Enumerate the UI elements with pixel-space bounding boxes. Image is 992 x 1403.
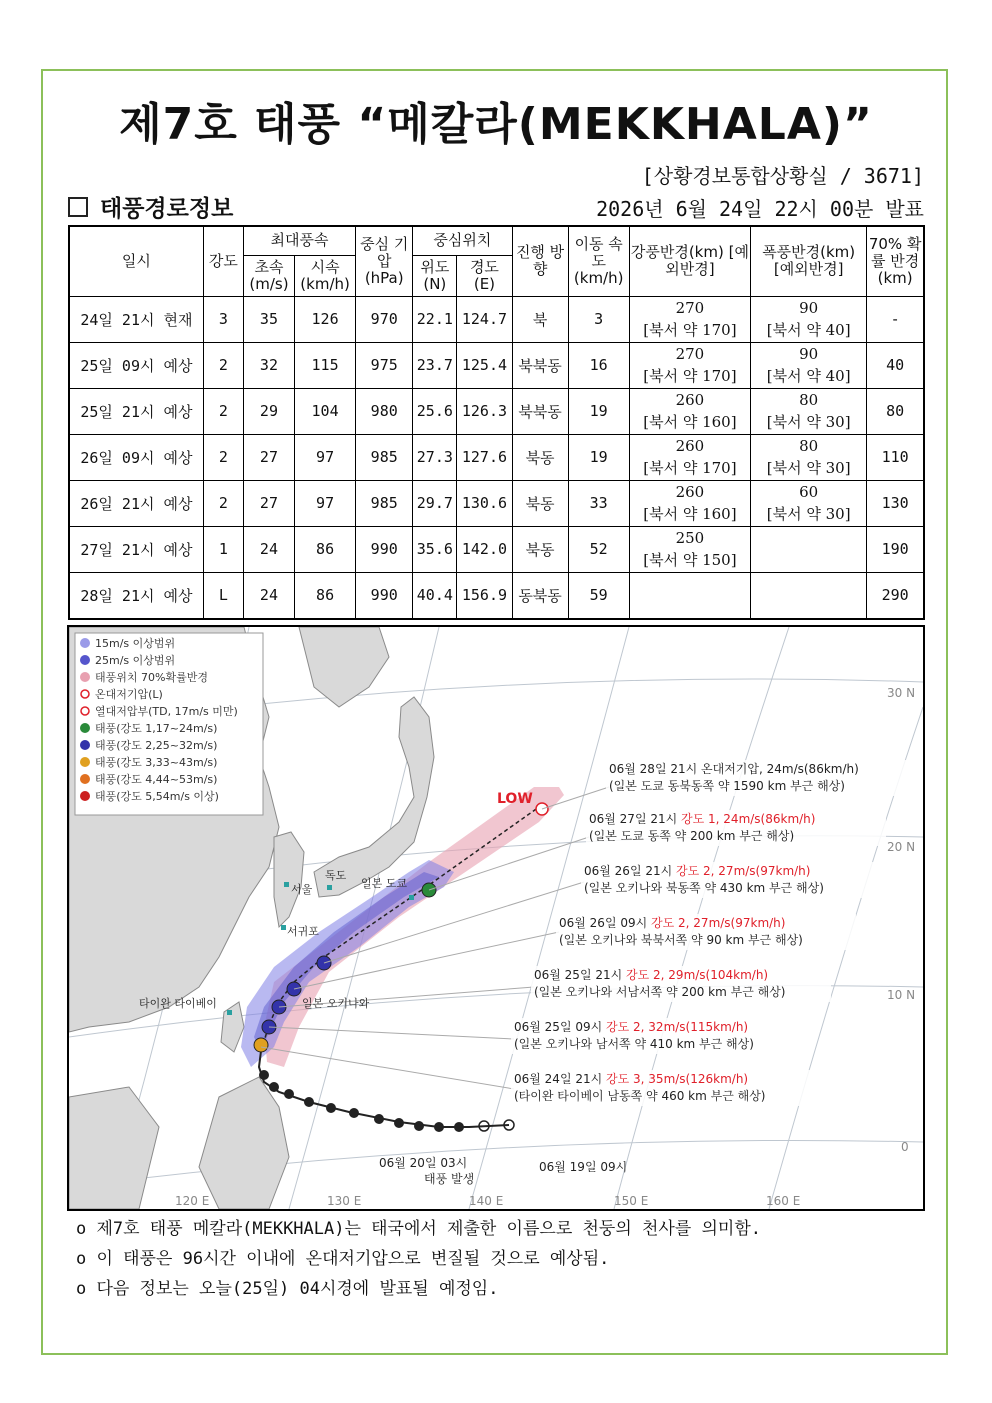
cell-speed: 3 xyxy=(568,296,629,342)
city-marker xyxy=(409,895,414,900)
annotation-intensity: 강도 2, 29m/s(104km/h) xyxy=(626,968,769,982)
lat-label: 20 N xyxy=(887,840,916,854)
cell-intensity: 2 xyxy=(203,434,243,480)
past-point xyxy=(434,1122,444,1132)
cell-storm-radius xyxy=(751,434,867,480)
cell-pressure: 990 xyxy=(356,572,413,619)
th-lon: 경도 (E) xyxy=(457,255,512,296)
cell-time: 26일 21시 예상 xyxy=(69,480,203,526)
place-tokyo: 일본 도쿄 xyxy=(361,877,408,890)
cell-time: 25일 09시 예상 xyxy=(69,342,203,388)
cell-intensity: 2 xyxy=(203,342,243,388)
cell-prob: 110 xyxy=(867,434,924,480)
cell-lat: 27.3 xyxy=(413,434,457,480)
cell-intensity: 3 xyxy=(203,296,243,342)
cell-dir: 북동 xyxy=(512,526,568,572)
table-row xyxy=(69,434,924,480)
radius-value: 90 xyxy=(799,299,819,317)
city-marker xyxy=(281,925,286,930)
annotation-time: 06월 28일 21시 온대저기압, 24m/s(86km/h) xyxy=(609,762,859,776)
legend-intensity5-icon xyxy=(80,791,90,801)
annotation-line1 xyxy=(609,761,859,776)
legend-item: 25m/s 이상범위 xyxy=(95,654,176,667)
legend-swatch-25 xyxy=(80,655,90,665)
radius-value: 260 xyxy=(675,391,705,409)
note-item: o 제7호 태풍 메칼라(MEKKHALA)는 태국에서 제출한 이름으로 천둥의 천사를 의미함. xyxy=(76,1219,761,1239)
formation-date: 06월 20일 03시 xyxy=(379,1156,468,1170)
past-point xyxy=(454,1122,464,1132)
checkbox-icon xyxy=(68,197,88,217)
th-intensity: 강도 xyxy=(203,226,243,296)
cell-speed: 52 xyxy=(568,526,629,572)
annotation-line1 xyxy=(534,967,768,982)
issued-time: 2026년 6월 24일 22시 00분 발표 xyxy=(596,197,924,221)
past-point xyxy=(394,1118,404,1128)
cell-prob: - xyxy=(867,296,924,342)
legend-item: 15m/s 이상범위 xyxy=(95,637,176,650)
city-marker xyxy=(284,882,289,887)
page-title: 제7호 태풍 “메칼라(MEKKHALA)” xyxy=(119,99,873,150)
annotation-line2: (일본 오키나와 남서쪽 약 410 km 부근 해상) xyxy=(514,1037,754,1051)
radius-exception: [북서 약 170] xyxy=(643,459,737,477)
cell-dir: 북북동 xyxy=(512,342,568,388)
past-point xyxy=(284,1089,294,1099)
table-row xyxy=(69,526,924,572)
radius-value: 250 xyxy=(675,529,705,547)
place-okinawa: 일본 오키나와 xyxy=(302,997,370,1010)
start-date: 06월 19일 09시 xyxy=(539,1160,628,1174)
radius-value: 80 xyxy=(799,437,819,455)
cell-intensity: 1 xyxy=(203,526,243,572)
legend-swatch-15 xyxy=(80,638,90,648)
cell-storm-radius xyxy=(751,480,867,526)
map-canvas xyxy=(69,627,923,1209)
cell-gale-radius xyxy=(629,296,750,342)
radius-exception: [북서 약 170] xyxy=(643,367,737,385)
annotation-time: 06월 24일 21시 xyxy=(514,1072,607,1086)
past-point xyxy=(349,1108,359,1118)
cell-lon: 142.0 xyxy=(457,526,512,572)
past-point xyxy=(269,1082,279,1092)
lat-label: 10 N xyxy=(887,988,916,1002)
place-seogwipo: 서귀포 xyxy=(287,925,319,938)
low-label: LOW xyxy=(497,791,533,807)
cell-pressure: 980 xyxy=(356,388,413,434)
cell-storm-radius xyxy=(751,572,867,619)
annotation-line2: (일본 오키나와 북북서쪽 약 90 km 부근 해상) xyxy=(559,933,803,947)
cell-pressure: 970 xyxy=(356,296,413,342)
cell-lon: 125.4 xyxy=(457,342,512,388)
cell-prob: 40 xyxy=(867,342,924,388)
cell-wind_ms: 32 xyxy=(243,342,294,388)
lon-label: 160 E xyxy=(766,1194,801,1208)
office-label: [상황경보통합상황실 / 3671] xyxy=(641,164,924,188)
annotation-line2: (일본 도쿄 동쪽 약 200 km 부근 해상) xyxy=(589,829,795,843)
cell-wind_kmh: 86 xyxy=(295,572,356,619)
radius-exception: [북서 약 150] xyxy=(643,551,737,569)
cell-wind_kmh: 126 xyxy=(295,296,356,342)
annotation-intensity: 강도 3, 35m/s(126km/h) xyxy=(606,1072,749,1086)
cell-speed: 16 xyxy=(568,342,629,388)
cell-dir: 북동 xyxy=(512,434,568,480)
th-wind-kmh: 시속 (km/h) xyxy=(295,255,356,296)
th-wind-ms: 초속 (m/s) xyxy=(243,255,294,296)
cell-prob: 130 xyxy=(867,480,924,526)
cell-storm-radius xyxy=(751,526,867,572)
past-point xyxy=(374,1114,384,1124)
annotation-intensity: 강도 2, 32m/s(115km/h) xyxy=(606,1020,749,1034)
cell-intensity: 2 xyxy=(203,480,243,526)
cell-dir: 북 xyxy=(512,296,568,342)
cell-dir: 북동 xyxy=(512,480,568,526)
cell-wind_kmh: 86 xyxy=(295,526,356,572)
annotation-line2: (일본 오키나와 서남서쪽 약 200 km 부근 해상) xyxy=(534,985,786,999)
legend-intensity1-icon xyxy=(80,723,90,733)
cell-wind_ms: 35 xyxy=(243,296,294,342)
th-time: 일시 xyxy=(69,226,203,296)
place-seoul: 서울 xyxy=(291,883,313,896)
legend-item: 태풍(강도 5,54m/s 이상) xyxy=(95,790,219,803)
legend-item: 태풍위치 70%확률반경 xyxy=(95,671,208,684)
track-table-body xyxy=(69,296,924,619)
cell-speed: 59 xyxy=(568,572,629,619)
cell-pressure: 975 xyxy=(356,342,413,388)
typhoon-track-map xyxy=(67,625,925,1211)
cell-storm-radius xyxy=(751,296,867,342)
cell-prob: 80 xyxy=(867,388,924,434)
note-item: o 다음 정보는 오늘(25일) 04시경에 발표될 예정임. xyxy=(76,1279,499,1299)
legend-intensity3-icon xyxy=(80,757,90,767)
legend-item: 열대저압부(TD, 17m/s 미만) xyxy=(95,705,238,718)
cell-lon: 124.7 xyxy=(457,296,512,342)
table-row xyxy=(69,572,924,619)
cell-lat: 25.6 xyxy=(413,388,457,434)
radius-value: 270 xyxy=(675,299,705,317)
cell-intensity: L xyxy=(203,572,243,619)
legend-intensity2-icon xyxy=(80,740,90,750)
table-row xyxy=(69,342,924,388)
lon-label: 120 E xyxy=(175,1194,210,1208)
annotation-time: 06월 27일 21시 xyxy=(589,812,682,826)
table-row xyxy=(69,296,924,342)
radius-value: 90 xyxy=(799,345,819,363)
legend-low-icon xyxy=(81,690,89,698)
cell-wind_kmh: 104 xyxy=(295,388,356,434)
legend-item: 태풍(강도 3,33~43m/s) xyxy=(95,756,218,769)
cell-dir: 북북동 xyxy=(512,388,568,434)
radius-value: 260 xyxy=(675,483,705,501)
legend-intensity4-icon xyxy=(80,774,90,784)
cell-wind_ms: 27 xyxy=(243,434,294,480)
th-speed: 이동 속도 (km/h) xyxy=(568,226,629,296)
cell-intensity: 2 xyxy=(203,388,243,434)
lat-label: 0 xyxy=(901,1140,909,1154)
legend-td-icon xyxy=(81,707,89,715)
cell-speed: 19 xyxy=(568,388,629,434)
cell-lon: 126.3 xyxy=(457,388,512,434)
radius-value: 80 xyxy=(799,391,819,409)
legend-item: 태풍(강도 4,44~53m/s) xyxy=(95,773,218,786)
annotation-line1 xyxy=(514,1019,748,1034)
cell-prob: 290 xyxy=(867,572,924,619)
th-prob70: 70% 확률 반경 (km) xyxy=(867,226,924,296)
radius-exception: [북서 약 170] xyxy=(643,321,737,339)
radius-exception: [북서 약 40] xyxy=(766,321,851,339)
cell-wind_kmh: 97 xyxy=(295,480,356,526)
annotation-intensity: 강도 2, 27m/s(97km/h) xyxy=(651,916,786,930)
cell-lat: 29.7 xyxy=(413,480,457,526)
cell-storm-radius xyxy=(751,342,867,388)
cell-time: 25일 21시 예상 xyxy=(69,388,203,434)
cell-time: 28일 21시 예상 xyxy=(69,572,203,619)
th-lat: 위도 (N) xyxy=(413,255,457,296)
annotation-time: 06월 26일 09시 xyxy=(559,916,652,930)
table-row xyxy=(69,480,924,526)
radius-exception: [북서 약 160] xyxy=(643,505,737,523)
cell-time: 26일 09시 예상 xyxy=(69,434,203,480)
city-marker xyxy=(327,885,332,890)
cell-wind_kmh: 97 xyxy=(295,434,356,480)
annotation-line1 xyxy=(514,1071,748,1086)
place-dokdo: 독도 xyxy=(325,869,347,882)
cell-time: 24일 21시 현재 xyxy=(69,296,203,342)
th-gale-radius: 강풍반경(km) [예외반경] xyxy=(629,226,750,296)
cell-wind_kmh: 115 xyxy=(295,342,356,388)
legend-item: 태풍(강도 2,25~32m/s) xyxy=(95,739,218,752)
section-label: 태풍경로정보 xyxy=(100,196,234,222)
cell-wind_ms: 24 xyxy=(243,572,294,619)
annotation-line1 xyxy=(559,915,785,930)
cell-time: 27일 21시 예상 xyxy=(69,526,203,572)
note-item: o 이 태풍은 96시간 이내에 온대저기압으로 변질될 것으로 예상됨. xyxy=(76,1249,610,1269)
past-point xyxy=(326,1103,336,1113)
radius-exception: [북서 약 160] xyxy=(643,413,737,431)
radius-exception: [북서 약 30] xyxy=(766,505,851,523)
annotation-time: 06월 26일 21시 xyxy=(584,864,677,878)
cell-gale-radius xyxy=(629,434,750,480)
cell-pressure: 985 xyxy=(356,434,413,480)
annotation-line2: (타이완 타이베이 남동쪽 약 460 km 부근 해상) xyxy=(514,1089,766,1103)
cell-wind_ms: 29 xyxy=(243,388,294,434)
lat-label: 30 N xyxy=(887,686,916,700)
annotation-intensity: 강도 2, 27m/s(97km/h) xyxy=(676,864,811,878)
lon-label: 130 E xyxy=(327,1194,362,1208)
th-max-wind: 최대풍속 xyxy=(243,226,355,255)
annotation-time: 06월 25일 21시 xyxy=(534,968,627,982)
city-marker xyxy=(227,1010,232,1015)
radius-value: 60 xyxy=(799,483,819,501)
cell-gale-radius xyxy=(629,526,750,572)
table-row xyxy=(69,388,924,434)
annotation-line2: (일본 도쿄 동북동쪽 약 1590 km 부근 해상) xyxy=(609,779,845,793)
cell-gale-radius xyxy=(629,342,750,388)
annotation-line1 xyxy=(589,811,815,826)
radius-value: 270 xyxy=(675,345,705,363)
notes xyxy=(76,1214,761,1304)
cell-speed: 33 xyxy=(568,480,629,526)
th-pressure: 중심 기압 (hPa) xyxy=(356,226,413,296)
legend-item: 태풍(강도 1,17~24m/s) xyxy=(95,722,218,735)
lon-label: 150 E xyxy=(614,1194,649,1208)
typhoon-intensity3-icon xyxy=(254,1038,268,1052)
annotation-time: 06월 25일 09시 xyxy=(514,1020,607,1034)
th-direction: 진행 방향 xyxy=(512,226,568,296)
cell-lat: 40.4 xyxy=(413,572,457,619)
cell-lat: 23.7 xyxy=(413,342,457,388)
cell-pressure: 985 xyxy=(356,480,413,526)
legend-item: 온대저기압(L) xyxy=(95,688,163,701)
cell-wind_ms: 24 xyxy=(243,526,294,572)
lon-label: 140 E xyxy=(469,1194,504,1208)
track-table xyxy=(68,225,925,620)
radius-exception: [북서 약 30] xyxy=(766,413,851,431)
radius-exception: [북서 약 30] xyxy=(766,459,851,477)
annotation-intensity: 강도 1, 24m/s(86km/h) xyxy=(681,812,816,826)
legend-swatch-prob xyxy=(80,672,90,682)
past-point xyxy=(414,1121,424,1131)
cell-lat: 22.1 xyxy=(413,296,457,342)
radius-value: 260 xyxy=(675,437,705,455)
map-legend xyxy=(75,633,263,815)
cell-gale-radius xyxy=(629,388,750,434)
cell-prob: 190 xyxy=(867,526,924,572)
cell-lon: 156.9 xyxy=(457,572,512,619)
past-point xyxy=(259,1070,269,1080)
th-storm-radius: 폭풍반경(km) [예외반경] xyxy=(751,226,867,296)
past-point xyxy=(304,1097,314,1107)
radius-exception: [북서 약 40] xyxy=(766,367,851,385)
annotation-line1 xyxy=(584,863,810,878)
cell-gale-radius xyxy=(629,480,750,526)
cell-storm-radius xyxy=(751,388,867,434)
annotation-line2: (일본 오키나와 북동쪽 약 430 km 부근 해상) xyxy=(584,881,824,895)
cell-gale-radius xyxy=(629,572,750,619)
cell-lon: 130.6 xyxy=(457,480,512,526)
place-taipei: 타이완 타이베이 xyxy=(139,997,217,1010)
th-center: 중심위치 xyxy=(413,226,512,255)
formation-label: 태풍 발생 xyxy=(424,1172,475,1186)
section-heading xyxy=(68,190,233,223)
cell-wind_ms: 27 xyxy=(243,480,294,526)
cell-dir: 동북동 xyxy=(512,572,568,619)
cell-lon: 127.6 xyxy=(457,434,512,480)
cell-lat: 35.6 xyxy=(413,526,457,572)
cell-pressure: 990 xyxy=(356,526,413,572)
cell-speed: 19 xyxy=(568,434,629,480)
